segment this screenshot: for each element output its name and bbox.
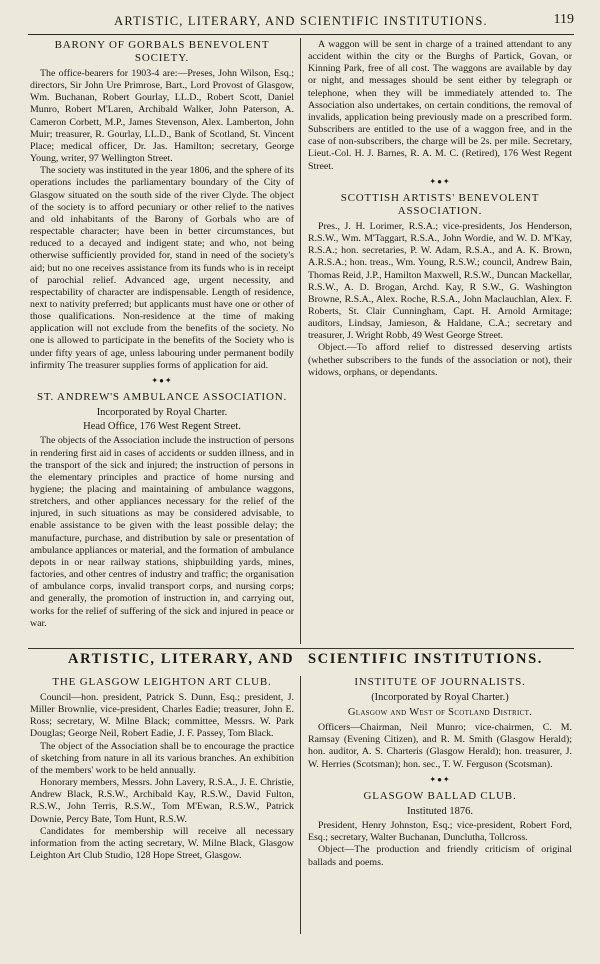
column-divider-top (300, 38, 301, 644)
ambulance-paragraph-1: The objects of the Association include the instruction of persons in rendering first aid in cases of accidents or sudden illness, and in the transport of the sick and injured; the instruction of persons in the elementary principles and practice of home nursing and hygiene; the placing and maintaining of ambulance waggons, stretchers, and other appliances necessary for the relief of the injured, in such situations as may be considered advisable, to enable assistance to be given with the least possible delay; the manufacture, purchase, and distribution by sale or presentation of ambulance appliances or material, and the formation of ambulance depots in or near railway stations, shipbuilding yards, mines, factories, and other centres of industry and traffic; the organisation of ambulance corps, invalid transport corps, and nursing corps; and generally, the promotion of instruction in, and carrying out, works for the relief of suffering of the sick and injured in peace or war. (30, 435, 294, 629)
journalists-heading: INSTITUTE OF JOURNALISTS. (354, 676, 526, 688)
right-column-top (308, 39, 572, 645)
gorbals-paragraph-1: The office-bearers for 1903-4 are:—Preses, John Wilson, Esq.; directors, Sir John Ure Primrose, Bart., Lord Provost of Glasgow, Wm. Buchanan, Robert Gourlay, LL.D., Robert Scott, Daniel Munro, Robert M'Laren, Archibald Walker, John Paterson, A. Cameron Corbett, M.P., James Stevenson, Alex. Lamberton, John Muir; treasurer, R. Gourlay, LL.D., Bank of Scotland, St. Vincent Place; medical officer, Dr. Jas. Hamilton; secretary, George Young, writer, 97 Wellington Street. (30, 68, 294, 165)
journalists-paragraph-1: Officers—Chairman, Neil Munro; vice-chairmen, C. M. Ramsay (Evening Citizen), and R. M. Smith (Glasgow Herald); hon. auditor, A. S. Charteris (Glasgow Herald); hon. treasurer, J. W. Herries (Scotsman); hon. sec., T. W. Ferguson (Scotsman). (308, 722, 572, 770)
section-header-right: SCIENTIFIC INSTITUTIONS. (308, 651, 544, 667)
ballad-paragraph-1: President, Henry Johnston, Esq.; vice-president, Robert Ford, Esq.; secretary, Walter Buchanan, Dunclutha, Tollcross. (308, 820, 572, 844)
leighton-paragraph-1: Council—hon. president, Patrick S. Dunn, Esq.; president, J. Miller Brownlie, vice-president, Charles Eadie; treasurer, John E. Ross; secretary, W. Milne Black; committee, Messrs. W. Park Douglas; George Neil, Robert Eadie, J. F. Passey, Tom Black. (30, 692, 294, 740)
journalists-district: Glasgow and West of Scotland District. (347, 707, 533, 719)
artists-benevolent-heading: SCOTTISH ARTISTS' BENEVOLENT ASSOCIATION. (340, 191, 540, 217)
artists-benevolent-paragraph-1: Pres., J. H. Lorimer, R.S.A.; vice-presidents, Jos Henderson, R.S.W., Wm. M'Taggart, R.S.A., John Wordie, and W. D. M'Kay, R.S.A.; hon. secretaries, P. W. Adam, R.S.A., and A. K. Brown, A.R.S.A.; hon. treas., Wm. Young, R.S.W.; council, Andrew Bain, Thomas Reid, J.P., Hamilton Maxwell, R.S.W., Duncan Mackellar, R.S.W., A. D. Brogan, Archd. Kay, R S.W., G. Washington Browne, R.S.A., Alex. Roche, R.S.A., John Maclauchlan, Alex. F. Roberts, St. Clair Cunningham, Capt. H. Arnold Armitage; auditors, Lindsay, Jamieson, & Haldane, C.A.; secretary and treasurer, J. Wright Robb, 49 West George Street. (308, 220, 572, 342)
ornament-divider: ✦●✦ (429, 774, 451, 784)
artists-benevolent-paragraph-2: Object.—To afford relief to distressed deserving artists (whether subscribers to the funds of the association or not), their widows, orphans, or dependants. (308, 342, 572, 378)
section-rule (28, 648, 574, 649)
ambulance-office: Head Office, 176 West Regent Street. (83, 421, 241, 433)
ornament-divider: ✦●✦ (429, 176, 451, 186)
ambulance-paragraph-2: A waggon will be sent in charge of a trained attendant to any accident within the city or the Burghs of Partick, Govan, or Kinning Park, free of all cost. The waggons are available by day or night, and messages should be sent either by telegraph or telephone, when they will be immediately attended to. The Association also undertakes, on certain conditions, the removal of invalids, application being previously made on a prescribed form. Subscribers are entitled to the use of a waggon free, and in the case of non-subscribers, the charge will be 2s. per mile. Secretary, Lieut.-Col. H. J. Barnes, R. A. M. C. (Retired), 176 West Regent Street. (308, 39, 572, 172)
ornament-divider: ✦●✦ (151, 375, 173, 385)
page-number: 119 (553, 12, 574, 27)
ambulance-heading: ST. ANDREW'S AMBULANCE ASSOCIATION. (36, 391, 288, 404)
journalists-charter: (Incorporated by Royal Charter.) (371, 692, 509, 703)
leighton-paragraph-4: Candidates for membership will receive all necessary information from the acting secretary, W. Milne Black, Glasgow Leighton Art Club Studio, 128 Hope Street, Glasgow. (30, 825, 294, 862)
right-column-bottom (308, 676, 572, 936)
gorbals-paragraph-2: The society was instituted in the year 1806, and the sphere of its operations includes the parliamentary boundary of the City of Glasgow situated on the south side of the river Clyde. The object of the society is to afford pecuniary or other relief to the natives and old inhabitants of the Barony of Gorbals who are of respectable character; have been in better circumstances, but reduced to a decayed and indigent state; and who, not being otherwise sufficiently provided for, stand in need of the society's aid; but no one receives assistance from its funds who is in receipt of parochial relief. Advanced age, urgent necessity, and respectability of character are indispensable. Length of residence, next to nativity preferred; but applicants must have one or other of those qualifications. Non-residence at the time of making application will not exclude from the benefits of the society. No one is allowed to participate in the benefits of the Society who is under fifty years of age, unless labouring under permanent bodily infirmity The treasurer supplies forms of application for aid. (30, 165, 294, 371)
running-head (28, 12, 574, 35)
leighton-heading: THE GLASGOW LEIGHTON ART CLUB. (52, 676, 272, 688)
ambulance-charter: Incorporated by Royal Charter. (96, 407, 228, 419)
ballad-heading: GLASGOW BALLAD CLUB. (363, 789, 517, 802)
column-divider-bottom (300, 676, 301, 934)
left-column-top (30, 39, 294, 645)
leighton-paragraph-2: The object of the Association shall be to encourage the practice of sketching from nature in all its various branches. An exhibition of the members' work to be held annually. (30, 740, 294, 776)
left-column-bottom (30, 676, 294, 936)
ballad-instituted: Instituted 1876. (407, 805, 473, 817)
running-title: ARTISTIC, LITERARY, AND SCIENTIFIC INSTITUTIONS. (114, 14, 488, 28)
gorbals-heading: BARONY OF GORBALS BENEVOLENT SOCIETY. (54, 39, 270, 64)
ballad-paragraph-2: Object—The production and friendly criticism of original ballads and poems. (308, 844, 572, 868)
leighton-paragraph-3: Honorary members, Messrs. John Lavery, R.S.A., J. E. Christie, Andrew Black, R.S.W., Archibald Kay, R.S.W., David Fulton, R.S.W., John Terris, R.S.W., Tom M'Ewan, R.S.W., Patrick Downie, Percy Bate, Tom Hunt, R.S.W. (30, 777, 294, 825)
section-header-left: ARTISTIC, LITERARY, AND (68, 651, 295, 667)
